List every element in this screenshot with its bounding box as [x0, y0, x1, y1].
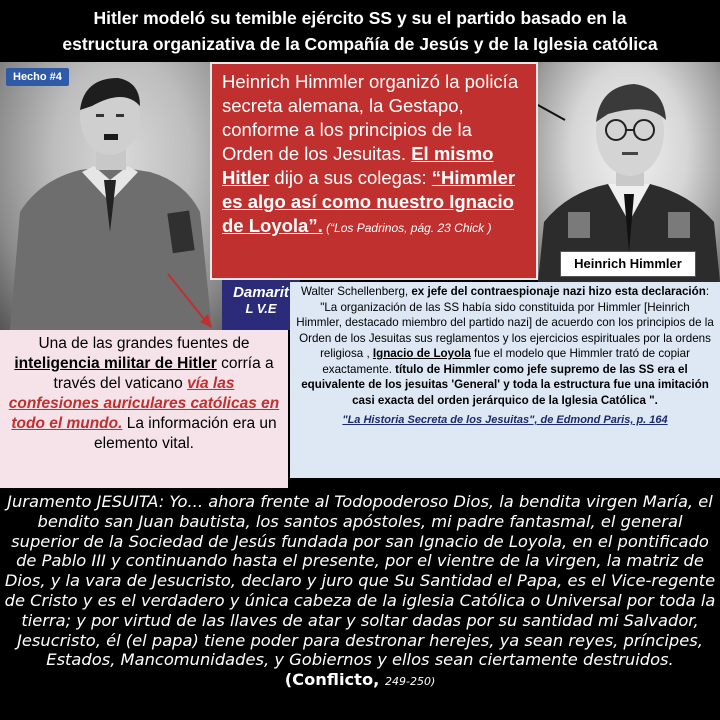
red-bold-1: El mismo Hitler — [222, 143, 494, 188]
red-text-1: Heinrich Himmler organizó la policía secreta alemana, la Gestapo, conforme a los principios de la Orden de los Jesuitas. — [222, 71, 519, 164]
damarit-logo — [222, 280, 300, 330]
blue-source: "La Historia Secreta de los Jesuitas", de Edmond Paris, p. 164 — [342, 414, 668, 426]
pink-text-3: La información era un elemento vital. — [94, 415, 277, 452]
pink-underlined: inteligencia militar de Hitler — [14, 355, 217, 372]
blue-bold-2: título de Himmler como jefe supremo de las SS era el equivalente de los jesuitas 'General' y toda la estructura fue una imitación casi exacta del orden jerárquico de la Iglesia Católica ". — [301, 362, 709, 407]
oath-cite-main: (Conflicto, — [284, 670, 386, 690]
red-citation: (“Los Padrinos, pág. 23 Chick ) — [322, 221, 492, 235]
blue-text-3: fue el modelo que Himmler trató de copiar exactamente. — [322, 347, 690, 376]
red-text-2: dijo a sus colegas: — [269, 167, 432, 188]
himmler-name-label: Heinrich Himmler — [560, 251, 696, 277]
pink-red-emphasis: vía las confesiones auriculares católicas en todo el mundo. — [8, 375, 280, 432]
pink-text-1: Una de las grandes fuentes de — [38, 335, 250, 352]
title-line-1: Hitler modeló su temible ejército SS y su el partido basado en la — [93, 8, 627, 28]
blue-underlined: Ignacio de Loyola — [372, 347, 471, 360]
schellenberg-box — [290, 282, 720, 478]
blue-text-2: : "La organización de las SS había sido constituida por Himmler [Heinrich Himmler, destacado miembro del partido nazi] de acuerdo con los principios de la Orden de los Jesuitas sus reglamentos y los ejercicios espirituales por la ordens religiosa , — [296, 285, 714, 360]
blue-bold-1: ex jefe del contraespionaje nazi hizo esta declaración — [411, 285, 706, 298]
oath-text: Juramento JESUITA: Yo... ahora frente al Todopoderoso Dios, la bendita virgen María, el bendito san Juan bautista, los santos apóstoles, mi padre fantasmal, el general superior de la Sociedad de Jesús fundada por san Ignacio de Loyola, en el pontificado de Pablo III y continuando hasta el presente, por el vientre de la virgen, la matriz de Dios, y la vara de Jesucristo, declaro y juro que Su Santidad el Papa, es el Vice-regente de Cristo y es el verdadero y única cabeza de la iglesia Católica o Universal por toda la tierra; y por virtud de las llaves de atar y soltar dadas por su santidad mi Salvador, Jesucristo, él (el papa) tiene poder para destronar herejes, ya sean reyes, príncipes, Estados, Mancomunidades, y Gobiernos y ellos sean ciertamente destruidos. — [4, 492, 716, 670]
logo-line-1: Damarit — [233, 284, 289, 301]
fact-badge: Hecho #4 — [6, 68, 69, 86]
oath-cite-pages: 249-250) — [385, 675, 436, 689]
page-title — [0, 0, 720, 62]
pink-text-2: corría a través del vaticano — [53, 355, 274, 392]
blue-text-1: Walter Schellenberg, — [300, 285, 412, 298]
jesuit-oath — [0, 488, 720, 720]
logo-line-2: L V.E — [245, 301, 277, 316]
himmler-gestapo-box — [210, 62, 538, 280]
arrow-to-pink-box — [160, 268, 220, 332]
intelligence-box — [0, 330, 288, 488]
title-line-2: estructura organizativa de la Compañía de Jesús y de la Iglesia católica — [62, 34, 658, 54]
red-bold-2: “Himmler es algo así como nuestro Ignacio de Loyola”. — [222, 167, 516, 236]
